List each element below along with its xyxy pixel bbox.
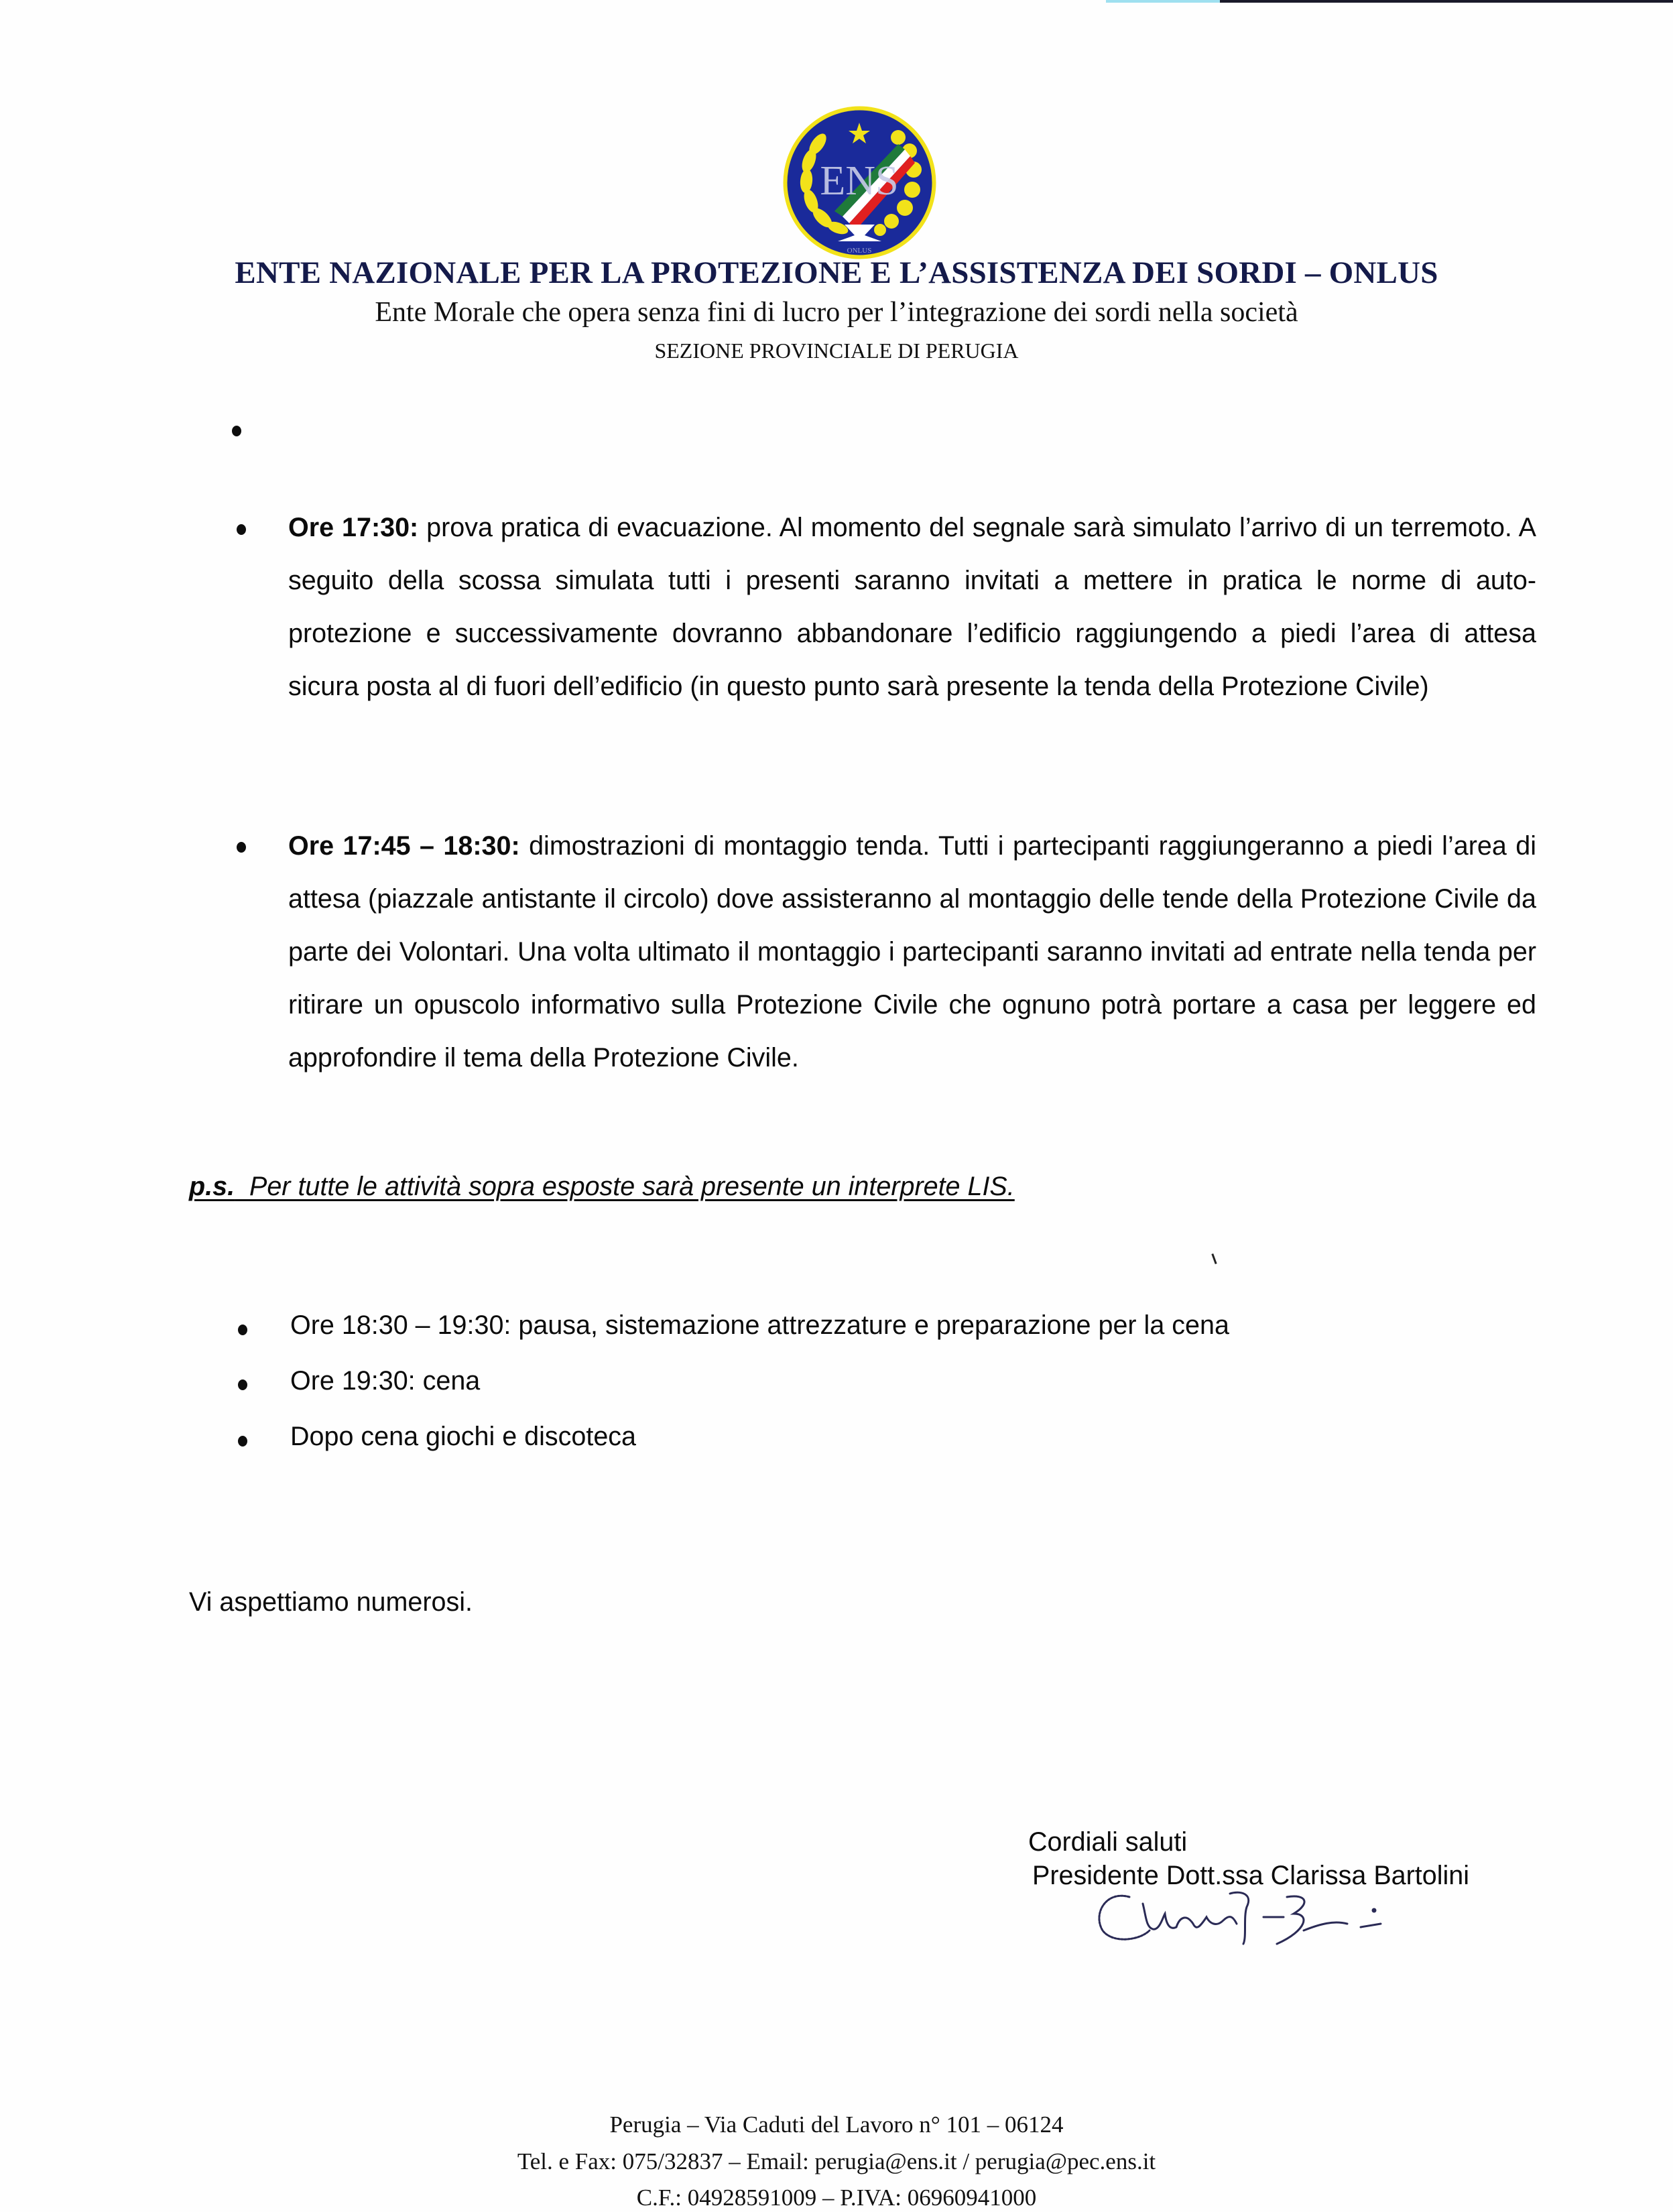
program-item-text: dimostrazioni di montaggio tenda. Tutti i partecipanti raggiungeranno a piedi l’area di attesa (piazzale antistante il circolo) dove assisteranno al montaggio delle tende della Protezione Civile da parte dei Volontari. Una volta ultimato il montaggio i partecipanti saranno invitati ad entrate nella tenda per ritirare un opuscolo informativo sulla Protezione Civile che ognuno potrà portare a casa per leggere ed approfondire il tema della Protezione Civile. xyxy=(288,831,1536,1072)
program-item-time: Ore 17:30: xyxy=(288,513,419,542)
program-item-tent-demo xyxy=(288,820,1536,1085)
program-item-evacuation xyxy=(288,501,1536,713)
program-item-time: Ore 17:45 – 18:30: xyxy=(288,831,520,861)
closing-line: Vi aspettiamo numerosi. xyxy=(189,1587,473,1617)
greeting: Cordiali saluti xyxy=(1028,1827,1188,1857)
evening-item: Ore 18:30 – 19:30: pausa, sistemazione attrezzature e preparazione per la cena xyxy=(290,1310,1229,1340)
bullet-icon xyxy=(238,1436,247,1447)
ps-text: Per tutte le attività sopra esposte sarà presente un interprete LIS. xyxy=(235,1172,1015,1201)
bullet-icon xyxy=(238,1379,247,1390)
footer-contacts: Tel. e Fax: 075/32837 – Email: perugia@ens.it / perugia@pec.ens.it xyxy=(517,2148,1156,2174)
svg-text:ONLUS: ONLUS xyxy=(847,247,872,255)
ens-onlus-emblem-icon xyxy=(781,104,938,261)
footer-tax-ids: C.F.: 04928591009 – P.IVA: 06960941000 xyxy=(636,2185,1037,2211)
bullet-icon xyxy=(232,426,241,436)
svg-text:ENS: ENS xyxy=(820,158,899,204)
footer-address: Perugia – Via Caduti del Lavoro n° 101 – 06124 xyxy=(609,2111,1064,2138)
ps-label: p.s. xyxy=(189,1172,235,1201)
evening-item: Ore 19:30: cena xyxy=(290,1366,481,1396)
ps-note xyxy=(189,1172,1015,1202)
scan-speck xyxy=(1211,1253,1217,1264)
evening-item: Dopo cena giochi e discoteca xyxy=(290,1422,637,1451)
bullet-icon xyxy=(238,1325,247,1335)
scan-edge-line xyxy=(1106,0,1220,3)
organization-title: ENTE NAZIONALE PER LA PROTEZIONE E L’ASSISTENZA DEI SORDI – ONLUS xyxy=(235,255,1438,290)
signer-name: Presidente Dott.ssa Clarissa Bartolini xyxy=(1032,1861,1470,1890)
program-item-text: prova pratica di evacuazione. Al momento del segnale sarà simulato l’arrivo di un terremoto. A seguito della scossa simulata tutti i presenti saranno invitati a mettere in pratica le norme di auto-protezione e successivamente dovranno abbandonare l’edificio raggiungendo a piedi l’area di attesa sicura posta al di fuori dell’edificio (in questo punto sarà presente la tenda della Protezione Civile) xyxy=(288,513,1536,701)
section-name: SEZIONE PROVINCIALE DI PERUGIA xyxy=(654,339,1019,363)
scan-edge-line xyxy=(1220,0,1673,3)
bullet-icon xyxy=(237,842,246,853)
handwritten-signature-icon xyxy=(1079,1877,1454,1951)
bullet-icon xyxy=(237,524,246,535)
organization-subtitle: Ente Morale che opera senza fini di lucro per l’integrazione dei sordi nella società xyxy=(375,297,1298,328)
